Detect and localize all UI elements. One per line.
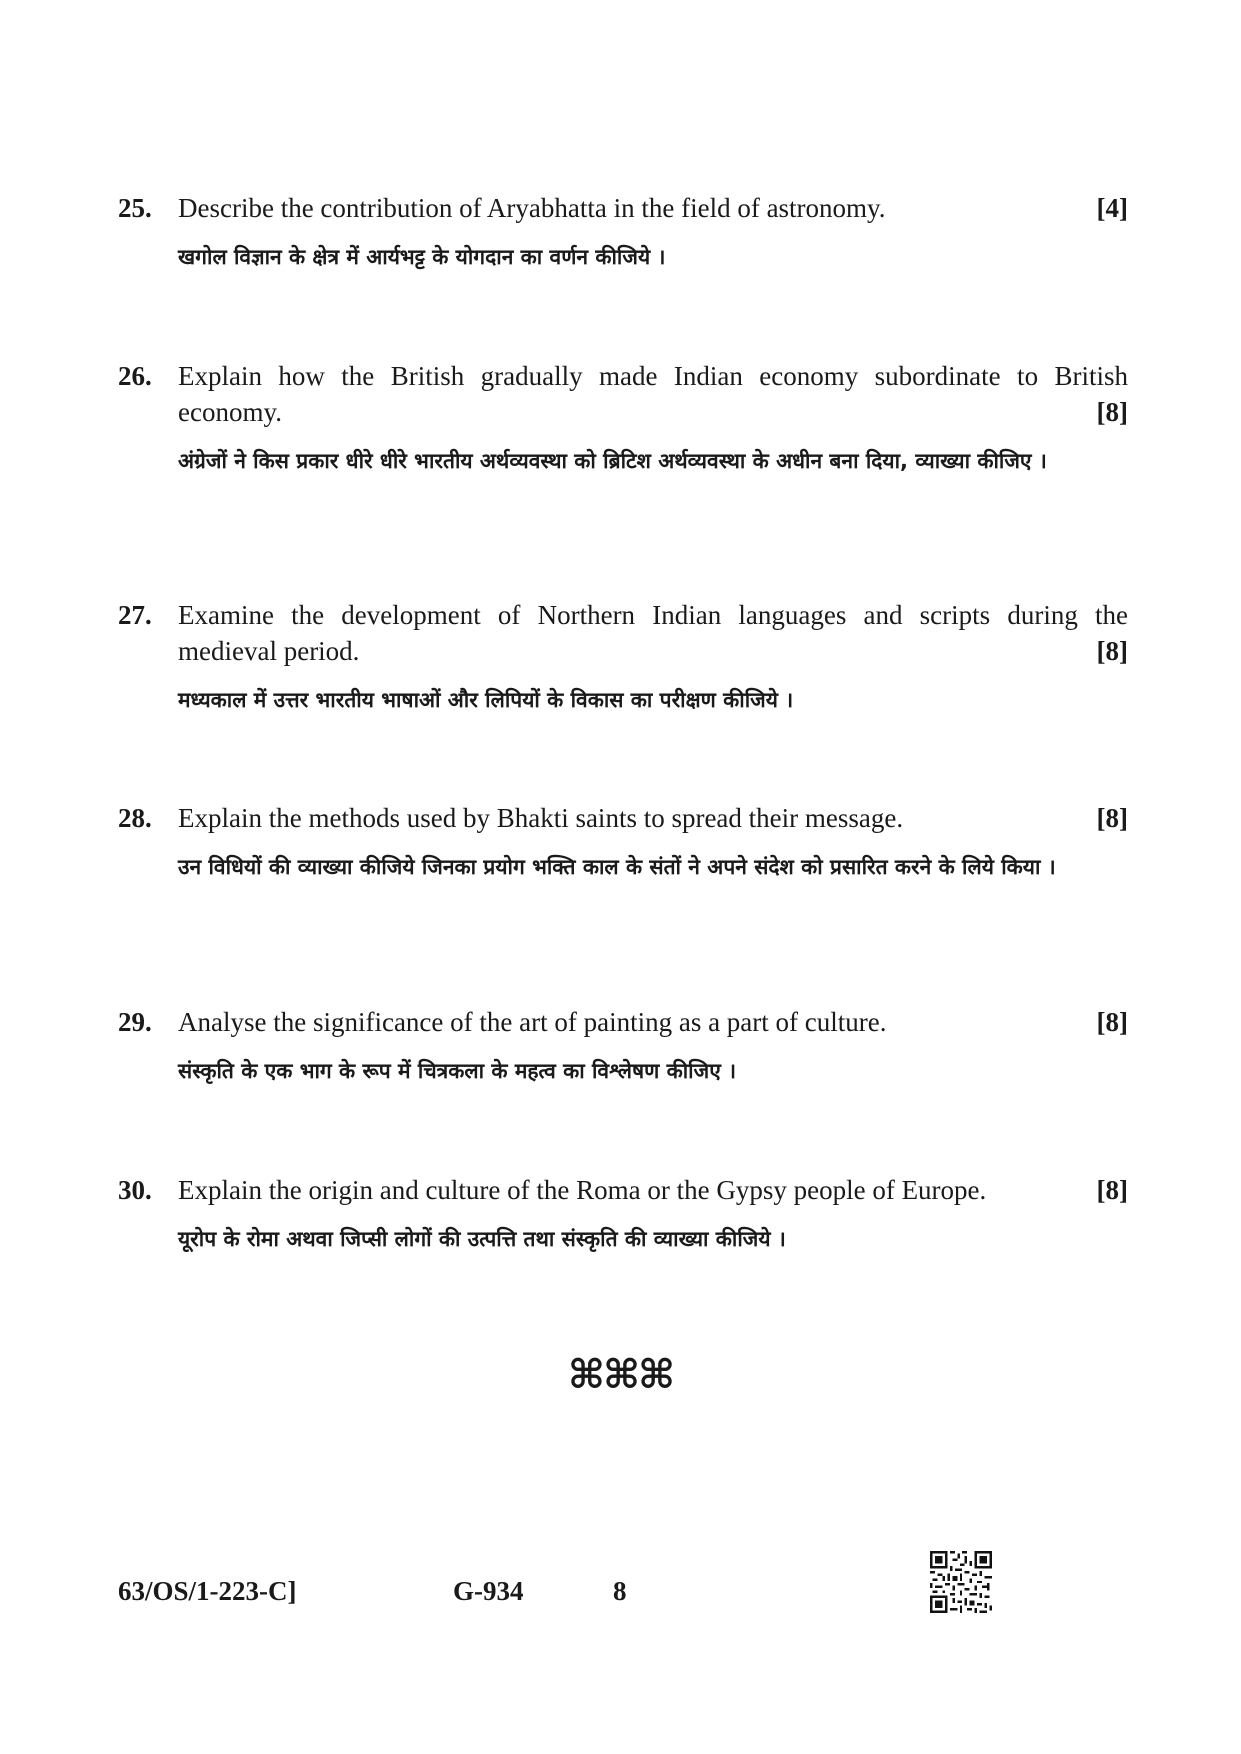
question-25 xyxy=(118,190,1128,276)
question-number: 28. xyxy=(118,803,152,833)
question-number: 27. xyxy=(118,600,152,630)
question-text: Analyse the significance of the art of painting as a part of culture. xyxy=(178,1007,887,1037)
question-hindi-text: मध्यकाल में उत्तर भारतीय भाषाओं और लिपियों के विकास का परीक्षण कीजिये । xyxy=(178,688,794,712)
question-number: 30. xyxy=(118,1175,152,1205)
question-number: 26. xyxy=(118,361,152,391)
question-marks: [8] xyxy=(1096,397,1128,427)
question-marks: [8] xyxy=(1096,636,1128,666)
question-text: Explain the methods used by Bhakti saints to spread their message. xyxy=(178,803,904,833)
question-hindi-text: यूरोप के रोमा अथवा जिप्सी लोगों की उत्पत्ति तथा संस्कृति की व्याख्या कीजिये । xyxy=(178,1227,786,1251)
question-marks: [8] xyxy=(1096,1007,1128,1037)
question-hindi-text: संस्कृति के एक भाग के रूप में चित्रकला के महत्व का विश्लेषण कीजिए । xyxy=(178,1059,737,1083)
question-marks: [8] xyxy=(1096,1175,1128,1205)
question-26 xyxy=(118,358,1128,480)
question-text: Explain how the British gradually made Indian economy subordinate to British economy. xyxy=(178,361,1128,427)
series-code: G-934 xyxy=(453,1576,524,1606)
question-text: Describe the contribution of Aryabhatta in the field of astronomy. xyxy=(178,193,886,223)
question-number: 25. xyxy=(118,193,152,223)
end-of-paper-mark: ⌘⌘⌘ xyxy=(567,1352,674,1398)
question-text: Explain the origin and culture of the Roma or the Gypsy people of Europe. xyxy=(178,1175,987,1205)
question-28 xyxy=(118,800,1128,886)
question-27 xyxy=(118,597,1128,719)
question-marks: [8] xyxy=(1096,803,1128,833)
question-marks: [4] xyxy=(1096,193,1128,223)
paper-code: 63/OS/1-223-C] xyxy=(118,1576,297,1606)
question-29 xyxy=(118,1004,1128,1090)
question-number: 29. xyxy=(118,1007,152,1037)
question-30 xyxy=(118,1172,1128,1258)
question-text: Examine the development of Northern Indian languages and scripts during the medieval period. xyxy=(178,600,1128,666)
question-hindi-text: उन विधियों की व्याख्या कीजिये जिनका प्रयोग भक्ति काल के संतों ने अपने संदेश को प्रसारित करने के लिये किया । xyxy=(178,855,1056,879)
page-number: 8 xyxy=(613,1576,627,1606)
qr-code-icon xyxy=(930,1551,992,1613)
question-hindi-text: अंग्रेजों ने किस प्रकार धीरे धीरे भारतीय अर्थव्यवस्था को ब्रिटिश अर्थव्यवस्था के अधीन बना दिया, व्याख्या कीजिए । xyxy=(178,449,1047,473)
question-hindi-text: खगोल विज्ञान के क्षेत्र में आर्यभट्ट के योगदान का वर्णन कीजिये । xyxy=(178,245,666,269)
